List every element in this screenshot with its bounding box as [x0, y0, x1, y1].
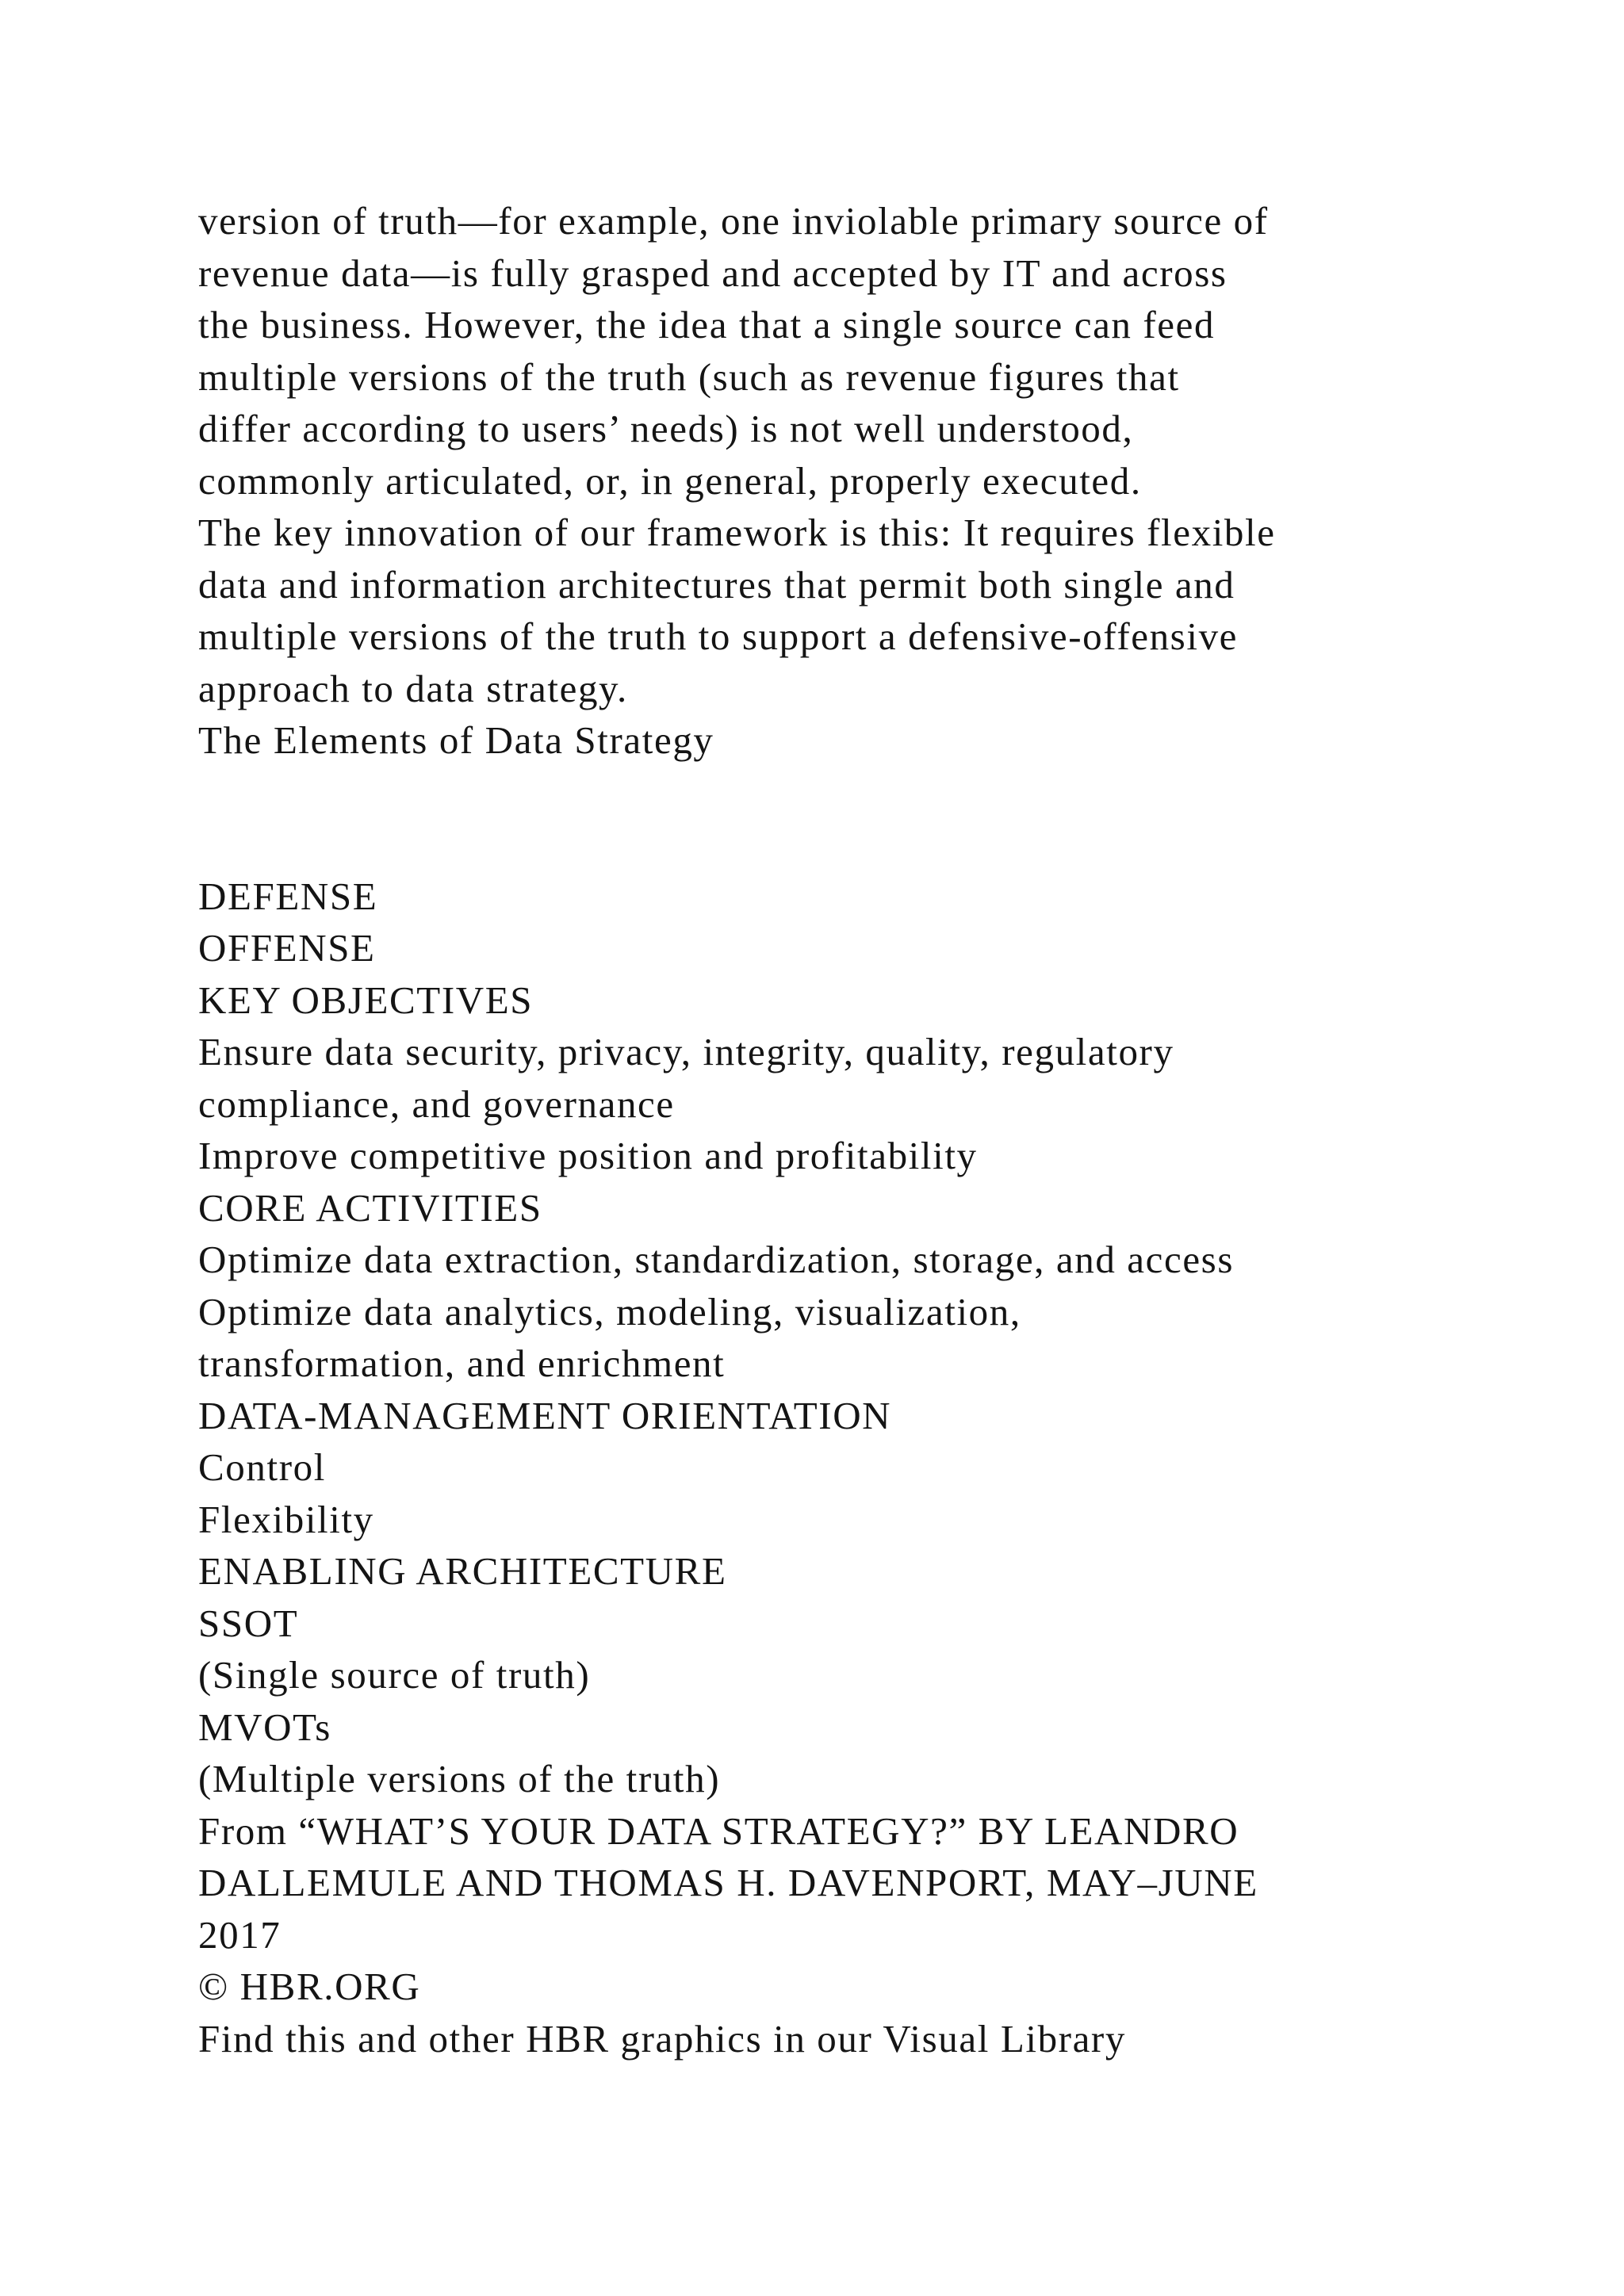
text-line: transformation, and enrichment [198, 1341, 726, 1385]
source-credit: DALLEMULE AND THOMAS H. DAVENPORT, MAY–JUNE [198, 1861, 1258, 1904]
row-label-data-management-orientation: DATA-MANAGEMENT ORIENTATION [198, 1393, 892, 1437]
text-line: multiple versions of the truth to support a defensive-offensive [198, 614, 1239, 658]
text-line: (Single source of truth) [198, 1653, 591, 1697]
blank-line [198, 767, 1435, 819]
text-line: multiple versions of the truth (such as revenue figures that [198, 354, 1180, 399]
text-line: commonly articulated, or, in general, properly executed. [198, 458, 1142, 503]
document-page [198, 195, 1435, 2064]
text-line: Optimize data extraction, standardization, storage, and access [198, 1238, 1235, 1281]
blank-line [198, 818, 1435, 871]
text-line: Control [198, 1445, 326, 1489]
text-line: version of truth—for example, one inviolable primary source of [198, 199, 1269, 243]
text-line: Optimize data analytics, modeling, visualization, [198, 1289, 1021, 1334]
text-line: compliance, and governance [198, 1081, 675, 1126]
text-line: data and information architectures that permit both single and [198, 562, 1235, 607]
text-line: revenue data—is fully grasped and accepted by IT and across [198, 251, 1228, 295]
text-line: differ according to users’ needs) is not well understood, [198, 407, 1134, 450]
row-label-enabling-architecture: ENABLING ARCHITECTURE [198, 1549, 727, 1593]
text-line: the business. However, the idea that a single source can feed [198, 303, 1216, 346]
column-label-defense: DEFENSE [198, 874, 378, 918]
text-line: approach to data strategy. [198, 666, 628, 710]
section-heading: The Elements of Data Strategy [198, 718, 714, 762]
text-line: Flexibility [198, 1497, 374, 1541]
text-line: MVOTs [198, 1705, 331, 1749]
visual-library-note: Find this and other HBR graphics in our Visual Library [198, 2016, 1126, 2061]
text-line: (Multiple versions of the truth) [198, 1757, 721, 1800]
column-label-offense: OFFENSE [198, 926, 376, 970]
row-label-key-objectives: KEY OBJECTIVES [198, 978, 534, 1022]
text-line: The key innovation of our framework is this: It requires flexible [198, 511, 1276, 554]
text-line: Improve competitive position and profitability [198, 1134, 978, 1177]
text-line: Ensure data security, privacy, integrity, quality, regulatory [198, 1030, 1174, 1073]
source-credit: From “WHAT’S YOUR DATA STRATEGY?” BY LEANDRO [198, 1808, 1239, 1853]
text-line: SSOT [198, 1601, 299, 1645]
body-paragraphs [198, 195, 1435, 767]
copyright-notice: © HBR.ORG [198, 1965, 421, 2008]
graphic-text [198, 871, 1435, 2065]
source-credit: 2017 [198, 1912, 282, 1957]
row-label-core-activities: CORE ACTIVITIES [198, 1185, 542, 1230]
